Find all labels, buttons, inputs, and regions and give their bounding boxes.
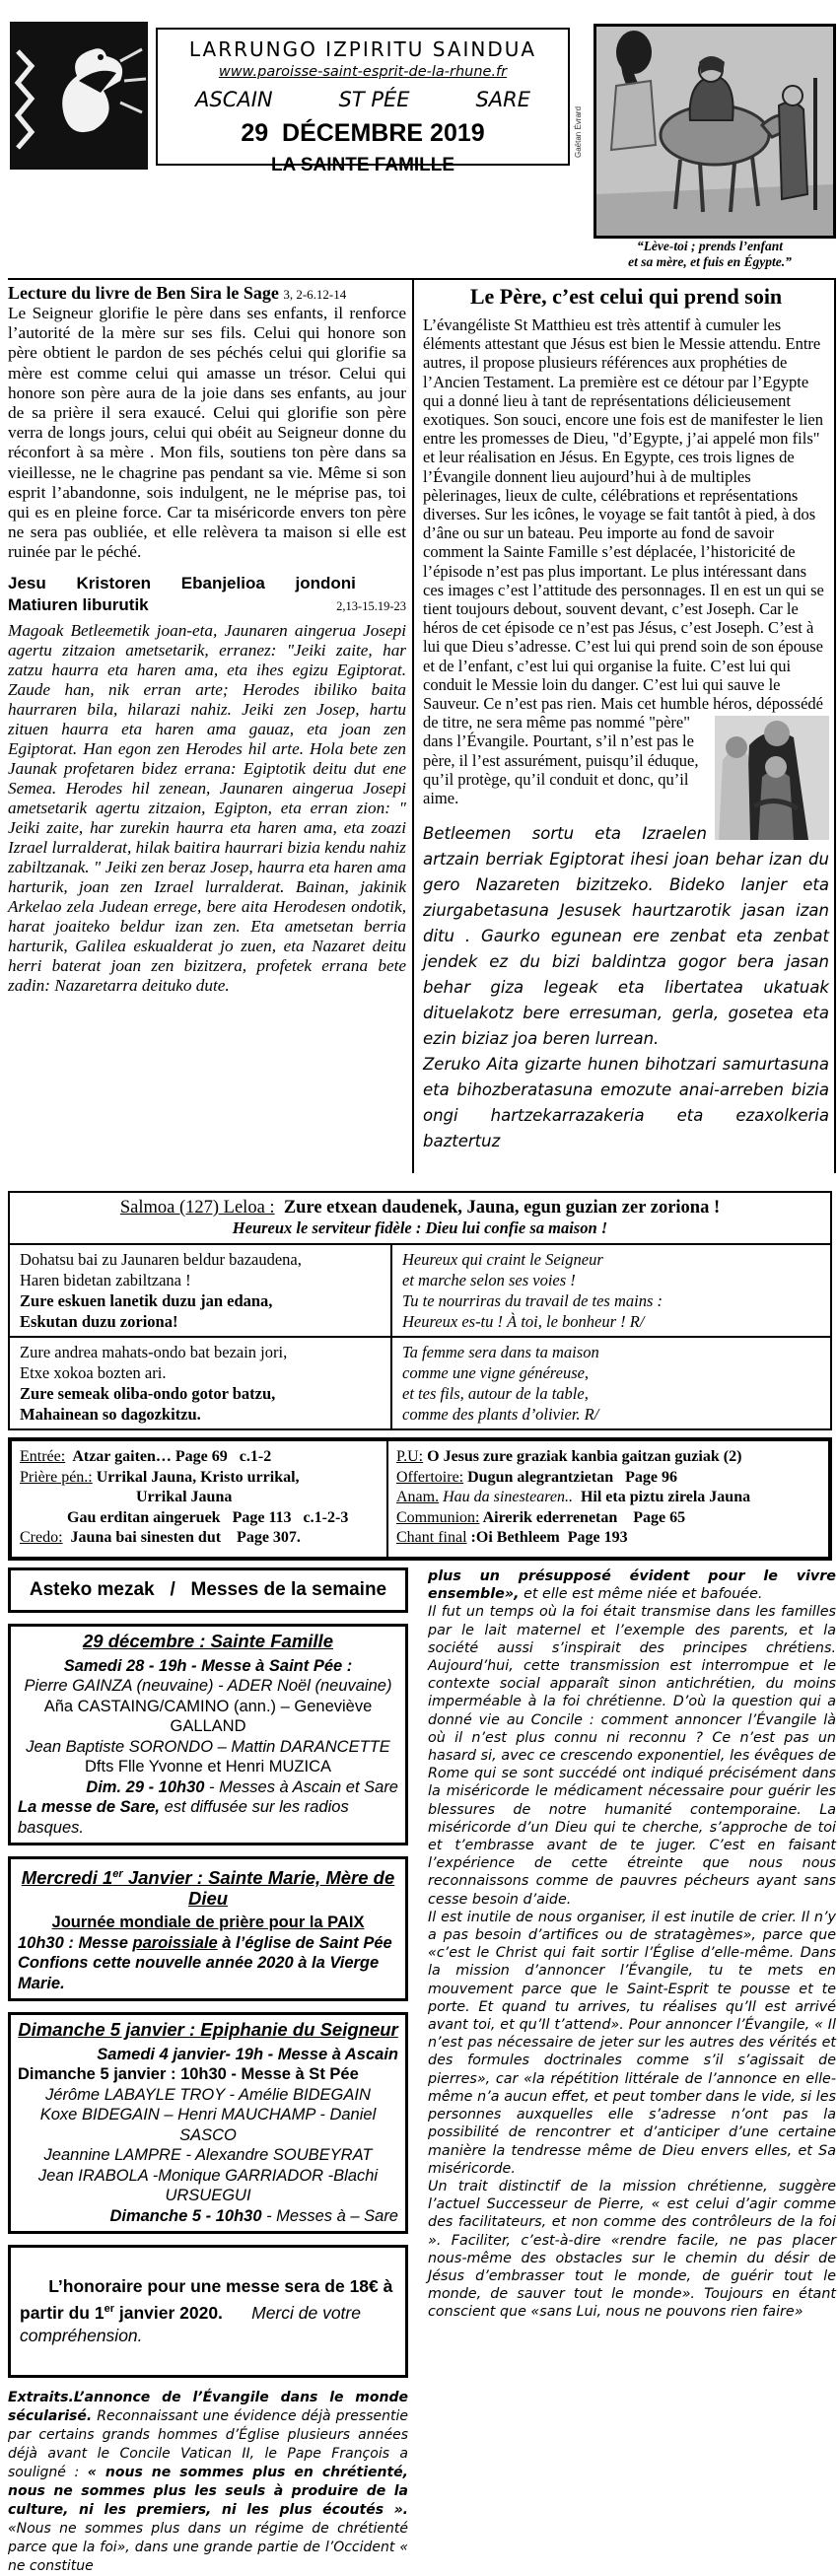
weekly-masses-column: [8, 1567, 408, 2576]
verse-line: Zure semeak oliba-ondo gotor batzu,: [20, 1384, 276, 1403]
verse-line: Ta femme sera dans ta maison: [402, 1343, 599, 1361]
town-ascain: ASCAIN: [195, 88, 273, 111]
article-text-part2: dépossédé de titre, ne sera même pas nommé "père" dans l’Évangile. Pourtant, s’il n’est pas le père, il l’est assurément, puisqu’il éduque, qu’il protège, qu’il conduit et donc, qu’il aime.: [423, 694, 823, 808]
article-text-part1: L’évangéliste St Matthieu est très attentif à cumuler les éléments attestant que Jésus est bien le Messie attendu. Entre autres, il propose plusieurs références aux prophéties de l’Ancien Testament. La première est ce détour par l’Egypte qui a donné lieu à tant de représentations délicieusement exotiques. Son souci, encore une fois est de manifester le lien entre les promesses de Dieu, "d’Egypte, j’ai appelé mon fils" et leur réalisation en Jésus. En Egypte, ces trois lignes de l’Évangile donnent lieu aujourd’hui à de multiples pèlerinages, lieux de culte, célébrations et représentations diverses. Sur les icônes, le voyage se fait tantôt à pied, à dos d’âne ou sur un bateau. Peu importe au fond de savoir comment la Sainte Famille s’est déplacée, l’historicité de l’épisode n’est pas plus important. Le plus intéressant dans ces images c’est l’attitude des personnages. Il en est un qui se tient toujours debout, souvent devant, c’est Joseph. Car le héros de cet épisode ce n’est pas Jésus, c’est Joseph. C’est à lui que Dieu s’adresse. C’est lui qui prend soin de son épouse et de l’enfant, c’est lui qui organise la fuite. C’est lui qui conduit le Messie loin du danger. C’est lui qui sauve le Sauveur. Ce n’est pas rien. Mais cet humble héros,: [423, 315, 824, 714]
verse-line: Eskutan duzu zoriona!: [20, 1312, 178, 1331]
mass-line: Dimanche 5 - 10h30 - Messes à – Sare: [109, 2206, 398, 2225]
songs-left: [12, 1441, 388, 1557]
mass-box-5-jan: [8, 2012, 408, 2234]
psalm-verse-row-1: [10, 1245, 830, 1336]
songs-right: [388, 1441, 828, 1557]
artist-credit: Gaëtan Évrard: [574, 105, 583, 158]
psalm-refrain-french: Heureux le serviteur fidèle : Dieu lui confie sa maison !: [232, 1218, 608, 1237]
family-painting-image: [715, 716, 829, 840]
verse-line: Etxe xokoa bozten ari.: [20, 1363, 167, 1382]
basque-paragraph-2: Zeruko Aita gizarte hunen bihotzari samurtasuna eta bihozberatasuna emozute anai-arreben bizia ongi hartzekarrazakeria eta ezaxolkeria baztertuz: [423, 1055, 829, 1151]
mass-line: Samedi 28 - 19h - Messe à Saint Pée :: [63, 1656, 353, 1675]
verse-line: Heureux es-tu ! À toi, le bonheur ! R/: [402, 1312, 645, 1331]
verse-line: comme des plants d’olivier. R/: [402, 1405, 599, 1424]
song-gau-erditan: Gau erditan aingeruek Page 113 c.1-2-3: [67, 1508, 349, 1526]
mass-line: Jean Baptiste SORONDO – Mattin DARANCETTE: [26, 1737, 390, 1756]
mass-box3-title: Dimanche 5 janvier : Epiphanie du Seigneur: [18, 2019, 398, 2041]
verse-line: et marche selon ses voies !: [402, 1271, 576, 1289]
mass-box1-title: 29 décembre : Sainte Famille: [83, 1631, 333, 1651]
verse-line: Zure andrea mahats-ondo bat bezain jori,: [20, 1343, 288, 1361]
main-section: [8, 278, 836, 1173]
basque-paragraph-1: Betleemen sortu eta Izraelen artzain berriak Egiptorat ihesi joan behar izan du gero Nazareten bizitzeko. Bideko lanjer eta ziurgabetasuna Jesusek haurtzarotik jasan izan ditu . Gaurko egunean ere zenbat eta zenbat jendek ez du bizi baldintza gogor bera jasan behar giza legeak eta libertatea ukatuak dituelakotz bere erresuman, gerla, gosetea eta ezin biziaz joa beren lurrean.: [423, 824, 829, 1049]
paragraph-1: plus un présupposé évident pour le vivre ensemble», et elle est même niée et bafouée.: [428, 1568, 836, 1603]
verse-line: et tes fils, autour de la table,: [402, 1384, 589, 1403]
town-sare: SARE: [475, 88, 530, 111]
towns-line: [158, 88, 568, 111]
mass-box2-title: Mercredi 1er Janvier : Sainte Marie, Mère de Dieu: [21, 1867, 395, 1909]
article-body: [423, 315, 829, 807]
song-entree: Entrée: Atzar gaiten… Page 69 c.1-2: [20, 1448, 272, 1465]
mass-line: Dimanche 5 janvier : 10h30 - Messe à St Pée: [18, 2065, 359, 2084]
mass-line: 10h30 : Messe paroissiale à l’église de Saint Pée: [18, 1933, 392, 1952]
extraits-paragraph: Extraits.L’annonce de l’Évangile dans le monde sécularisé. Reconnaissant une évidence déjà pressentie par certains grands hommes d’Église plusieurs années déjà avant le Concile Vatican II, le Pape François a souligné : « nous ne sommes plus en chrétienté, nous ne sommes plus les seuls à produire de la culture, ni les premiers, ni les plus écoutés ». «Nous ne sommes plus dans un régime de chrétienté parce que la foi», dans une grande partie de l’Occident « ne constitue: [8, 2389, 408, 2574]
songs-box: [8, 1437, 832, 1561]
paragraph-4: Un trait distinctif de la mission chrétienne, suggère l’actuel Successeur de Pierre, « est celui d’agir comme des facilitateurs, et non comme des contrôleurs de la foi ». Faciliter, c’est-à-dire «rendre facile, ne pas placer nous-même des obstacles sur le chemin du désir de Jésus d’embrasser tout le monde, de guérir tout le monde, de sauver tout le monde». Toujours en étant conscient que «sans Lui, nous ne pouvons rien faire»: [428, 2178, 836, 2321]
verse-line: Mahainean so dagozkitzu.: [20, 1405, 201, 1424]
mass-box-1-jan: [8, 1856, 408, 2001]
bulletin-date: 29 DÉCEMBRE 2019: [241, 119, 485, 147]
mass-line: Jean IRABOLA -Monique GARRIADOR -Blachi URSUEGUI: [37, 2166, 379, 2205]
song-urrikal-2: Urrikal Jauna: [136, 1489, 233, 1505]
secularized-world-column: [428, 1567, 836, 2364]
article-title: Le Père, c’est celui qui prend soin: [469, 284, 783, 309]
psalm-header: [10, 1193, 830, 1245]
verse2-basque: [10, 1338, 392, 1428]
website-link[interactable]: www.paroisse-saint-esprit-de-la-rhune.fr: [218, 64, 508, 80]
psalm-verse-row-2: [10, 1336, 830, 1428]
mass-line: La messe de Sare, est diffusée sur les radios basques.: [18, 1798, 349, 1837]
song-pu: P.U: O Jesus zure graziak kanbia gaitzan guziak (2): [396, 1448, 742, 1465]
verse1-basque: [10, 1245, 392, 1336]
town-st-pee: ST PÉE: [338, 88, 410, 111]
gospel-title-line1: Jesu Kristoren Ebanjelioa jondoni: [8, 573, 356, 592]
verse-line: comme une vigne généreuse,: [402, 1363, 590, 1382]
verse-line: Zure eskuen lanetik duzu jan edana,: [20, 1291, 273, 1310]
psalm-table: [8, 1191, 832, 1430]
gospel-heading: [8, 573, 406, 617]
mass-line: Journée mondiale de prière pour la PAIX: [51, 1914, 365, 1932]
reading-body: Le Seigneur glorifie le père dans ses enfants, il renforce l’autorité de la mère sur ses fils. Celui qui honore son père obtient le pardon de ses péchés celui qui glorifie sa mère est comme celui qui amasse un trésor. Celui qui honore son père aura de la joie dans ses enfants, au jour de sa prière il sera exaucé. Celui qui glorifie son père verra de longs jours, celui qui obéit au Seigneur donne du réconfort à sa mère . Mon fils, soutiens ton père dans sa vieillesse, ne le chagrine pas pendant sa vie. Même si son esprit l’abandonne, sois indulgent, ne le méprise pas, toi qui es en pleine force. Car ta miséricorde envers ton père ne sera pas oubliée, et elle relèvera ta maison si elle est ruinée par le péché.: [8, 304, 406, 562]
verse-line: Heureux qui craint le Seigneur: [402, 1250, 603, 1269]
mass-line: Samedi 4 janvier- 19h - Messe à Ascain: [97, 2045, 398, 2063]
song-chant-final: Chant final :Oi Bethleem Page 193: [396, 1529, 628, 1546]
gospel-title-line2: Matiuren liburutik: [8, 594, 149, 614]
mass-fee-notice: L’honoraire pour une messe sera de 18€ à partir du 1er janvier 2020. Merci de votre compréhension.: [8, 2245, 408, 2378]
caption-line2: et sa mère, et fuis en Égypte.”: [628, 254, 792, 269]
reading-heading: [8, 283, 406, 304]
verse1-french: [392, 1245, 830, 1336]
song-priere-pen: Prière pén.: Urrikal Jauna, Kristo urrikal,: [20, 1468, 300, 1486]
verse2-french: [392, 1338, 830, 1428]
verse-line: Haren bidetan zabiltzana !: [20, 1271, 191, 1289]
gospel-body: Magoak Betleemetik joan-eta, Jaunaren aingerua Josepi agertu zitzaion ametsetarik, erranez: "Jeiki zaite, har zatzu haurra eta haren ama, eta ihes egizu Egiptorat. Zaude han, nik erran arte; Herodes ibiliko baita haurraren bila, hilarazi nahiz. Jeiki zen Josep, hartu zituen haurra eta haren ama gauaz, eta joan zen Egiptorat. Han egon zen Herodes hil arte. Hola bete zen Jaunak profetaren bidez errana: Egiptotik deitu dut ene Semea. Herodes hil zenean, Jaunaren aingerua Josepi ametsetarik agertu zitzaion, Egipton, eta erran zion: " Jeiki zaite, har zurekin haurra eta haren ama, eta zoazi Izrael lurralderat, hilak baitira haurrari bizia kendu nahiz zabiltzanak. " Jeiki zen beraz Josep, haurra eta haren ama harturik, joan zen Izrael lurralderat. Bainan, jakinik Arkelao zela Judean errege, bere aita Herodesen ondotik, harat joaiteko beldur izan zen. Eta ametsetan berria harturik, Galilea eskualderat jo zuen, eta Nazaret deitu herri baterat joan zen bizitzera, profetek errana bete zadin: Nazaretarra deituko dute.: [8, 620, 406, 995]
reading-reference: 3, 2-6.12-14: [283, 287, 347, 302]
gospel-reference: 2,13-15.19-23: [336, 598, 406, 613]
psalm-refrain-basque: Zure etxean daudenek, Jauna, egun guzian zer zoriona !: [274, 1198, 721, 1218]
mass-box-29-dec: [8, 1624, 408, 1845]
mass-line: Dim. 29 - 10h30 - Messes à Ascain et Sare: [86, 1777, 398, 1796]
dove-artwork-image: [10, 22, 148, 170]
psalm-label: Salmoa (127) Leloa :: [119, 1198, 275, 1218]
weekly-masses-header: Asteko mezak / Messes de la semaine: [8, 1567, 408, 1613]
flight-to-egypt-image: [594, 24, 836, 239]
image-caption: [584, 239, 836, 270]
mass-line: Koxe BIDEGAIN – Henri MAUCHAMP - Daniel SASCO: [39, 2106, 377, 2144]
verse-line: Tu te nourriras du travail de tes mains :: [402, 1291, 663, 1310]
mass-line: Jeannine LAMPRE - Alexandre SOUBEYRAT: [43, 2146, 373, 2165]
mass-line: Pierre GAINZA (neuvaine) - ADER Noël (neuvaine): [24, 1677, 392, 1695]
song-communion: Communion: Airerik ederrenetan Page 65: [396, 1508, 686, 1526]
feast-title: LA SAINTE FAMILLE: [270, 155, 455, 175]
parish-name: LARRUNGO IZPIRITU SAINDUA: [188, 37, 537, 61]
caption-line1: “Lève-toi ; prends l’enfant: [636, 239, 784, 253]
song-anamnese: Anam. Hau da sinestearen.. Hil eta piztu zirela Jauna: [396, 1489, 751, 1505]
song-offertoire: Offertoire: Dugun alegrantzietan Page 96: [396, 1468, 677, 1486]
mass-line: Dfts Flle Yvonne et Henri MUZICA: [84, 1758, 332, 1775]
verse-line: Dohatsu bai zu Jaunaren beldur bazaudena,: [20, 1250, 302, 1269]
paragraph-2: Il fut un temps où la foi était transmise dans les familles par le lait maternel et l’exemple des parents, et la société aussi s’inspirait des principes chrétiens. Aujourd’hui, cette transmission est interrompue et le contexte social apparaît sinon antichrétien, du moins imperméable à la foi chrétienne. D’où la question qui a donné vie au Concile : comment annoncer l’Évangile là où il n’est plus connu ni reconnu ? Ce n’est pas un hasard si, avec ce crescendo exponentiel, les évêques de Rome qui se sont succédé ont indiqué précisément dans la miséricorde le médicament nécessaire pour guérir les blessures de notre humanité contemporaine. La miséricorde d’un Dieu qui te cherche, s’approche de toi et t’embrasse avant de te juger. C’est en faisant l’expérience de cette étreinte que nous nous reconnaissons comme de pauvres pécheurs ayant sans cesse besoin d’aide.: [428, 1604, 836, 1908]
masthead: [156, 28, 570, 175]
reading-title: Lecture du livre de Ben Sira le Sage: [8, 283, 279, 303]
mass-line: Confions cette nouvelle année 2020 à la Vierge Marie.: [18, 1954, 380, 1992]
paragraph-3: Il est inutile de nous organiser, il est inutile de crier. Il n’y a pas besoin d’artifices ou de stratagèmes», parce que «c’est le Christ qui fait sortir l’Église d’elle-même. Dans la mission d’annoncer l’Évangile, tu te mets en mouvement parce que le Saint-Esprit te pousse et te porte. Et quand tu arrives, tu réalises qu’Il est arrivé avant toi, et qu’Il t’attend». Pour annoncer l’Évangile, « Il n’est pas nécessaire de jeter sur les autres des vérités et des formules doctrinales comme s’il s’agissait de pierres», car «la répétition littérale de l’annonce en elle-même n’a aucun effet, et peut tomber dans le vide, si les personnes auxquelles elle s’adresse n’ont pas la possibilité de rencontrer et d’anticiper d’une certaine manière la tendresse même de Dieu envers elles, et Sa miséricorde.: [428, 1909, 836, 2177]
right-column: [412, 280, 836, 1173]
mass-line: Aña CASTAING/CAMINO (ann.) – Geneviève GALLAND: [43, 1697, 373, 1735]
left-column: [8, 280, 412, 1173]
song-credo: Credo: Jauna bai sinesten dut Page 307.: [20, 1529, 301, 1546]
mass-line: Jérôme LABAYLE TROY - Amélie BIDEGAIN: [45, 2085, 371, 2104]
